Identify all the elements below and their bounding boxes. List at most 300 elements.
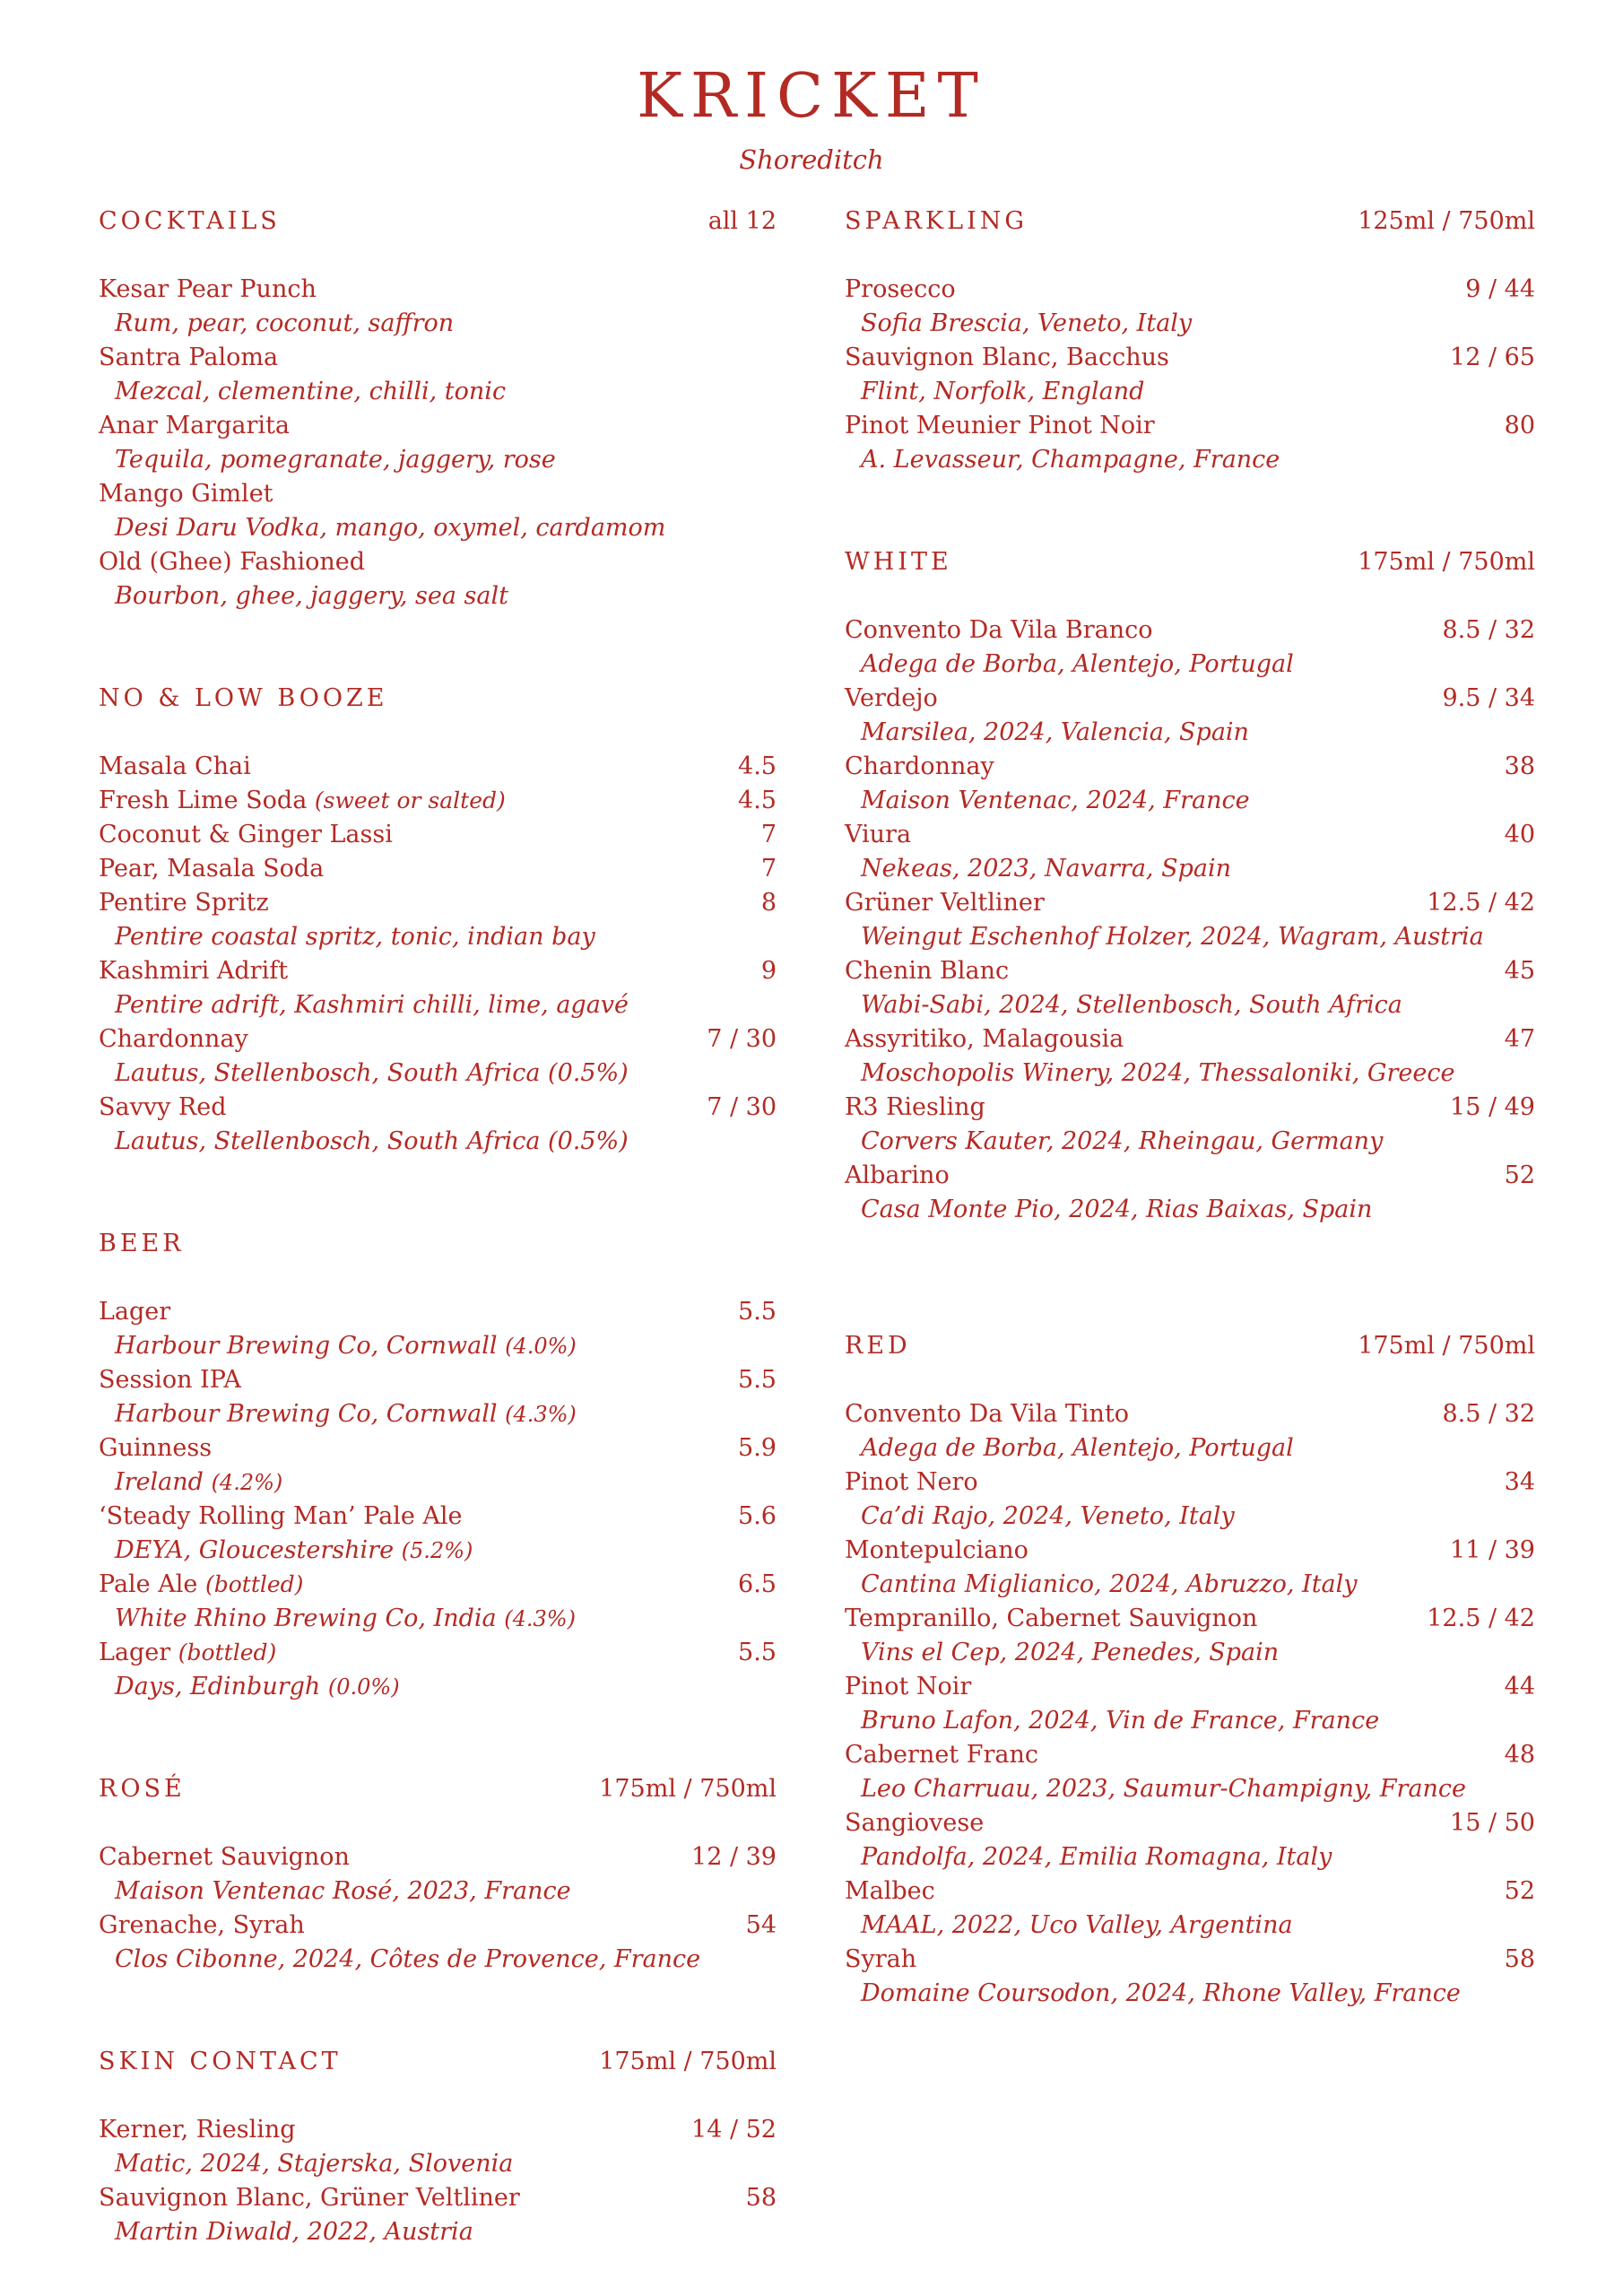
menu-item	[99, 1568, 777, 1602]
section-beer	[99, 1227, 777, 1704]
item-name-wrap	[99, 341, 278, 375]
item-description-text: Tequila, pomegranate, jaggery, rose	[115, 446, 556, 474]
item-price: 47	[1504, 1025, 1535, 1053]
item-name-wrap	[99, 409, 290, 443]
item-description	[845, 1909, 1535, 1943]
item-description-text: Flint, Norfolk, England	[861, 378, 1145, 405]
menu-item	[845, 1602, 1535, 1636]
item-description	[845, 1636, 1535, 1670]
menu-item	[99, 750, 777, 784]
item-name: Convento Da Vila Branco	[845, 616, 1153, 644]
location-subtitle: Shoreditch	[739, 144, 884, 175]
item-price: 58	[1504, 1945, 1535, 1973]
item-description	[99, 375, 777, 409]
menu-item	[99, 1500, 777, 1534]
menu-item	[99, 1909, 777, 1943]
menu-item	[845, 682, 1535, 716]
item-price: 45	[1504, 957, 1535, 985]
item-description	[99, 2147, 777, 2181]
item-name-wrap	[845, 886, 1045, 920]
item-price: 9 / 44	[1465, 275, 1535, 303]
item-description-text: Clos Cibonne, 2024, Côtes de Provence, France	[115, 1945, 701, 1973]
item-name-wrap	[99, 1568, 303, 1602]
item-name: Old (Ghee) Fashioned	[99, 548, 365, 576]
item-price: 38	[1504, 752, 1535, 780]
item-qualifier: (sweet or salted)	[314, 787, 506, 813]
serving-size-note: 175ml / 750ml	[599, 2048, 777, 2075]
item-name-wrap	[845, 750, 994, 784]
item-description-text: Harbour Brewing Co, Cornwall	[115, 1400, 498, 1428]
item-name-wrap	[845, 1465, 978, 1500]
item-name: Pentire Spritz	[99, 889, 269, 917]
section-title: SPARKLING	[845, 207, 1028, 235]
restaurant-logo: KRICKET	[637, 61, 986, 132]
item-price: 12.5 / 42	[1427, 1605, 1535, 1632]
item-name: Syrah	[845, 1945, 917, 1973]
item-name-wrap	[99, 852, 324, 886]
item-description	[845, 1568, 1535, 1602]
item-name-wrap	[845, 409, 1155, 443]
item-name-wrap	[845, 1943, 916, 1977]
item-price: 14 / 52	[691, 2116, 777, 2144]
item-price: 8	[760, 889, 777, 917]
item-name: Viura	[845, 821, 912, 848]
section-title: BEER	[99, 1230, 185, 1257]
item-description-text: Pentire adrift, Kashmiri chilli, lime, agavé	[115, 991, 629, 1019]
item-description	[845, 1704, 1535, 1738]
item-description-text: DEYA, Gloucestershire	[115, 1536, 395, 1564]
menu-item	[845, 1397, 1535, 1431]
item-price: 9	[760, 957, 777, 985]
menu-item	[845, 1806, 1535, 1840]
item-price: 48	[1504, 1741, 1535, 1769]
item-abv: (4.0%)	[505, 1334, 577, 1359]
item-description	[99, 988, 777, 1022]
section-title: ROSÉ	[99, 1775, 186, 1803]
item-name: Guinness	[99, 1434, 213, 1462]
item-name-wrap	[99, 784, 506, 818]
menu-item	[99, 1022, 777, 1057]
item-description-text: Vins el Cep, 2024, Penedes, Spain	[861, 1639, 1280, 1666]
menu-item	[845, 750, 1535, 784]
item-description	[99, 1465, 777, 1500]
item-name-wrap	[99, 273, 317, 307]
item-price: 7 / 30	[707, 1093, 777, 1121]
item-price: 5.9	[738, 1434, 777, 1462]
item-name-wrap	[845, 1602, 1257, 1636]
item-price: 52	[1504, 1161, 1535, 1189]
menu-item	[845, 818, 1535, 852]
item-price: 58	[745, 2184, 777, 2212]
item-name: Sauvignon Blanc, Bacchus	[845, 344, 1169, 371]
item-description-text: MAAL, 2022, Uco Valley, Argentina	[861, 1911, 1293, 1939]
item-description	[99, 1943, 777, 1977]
section-title: WHITE	[845, 548, 952, 576]
item-price: 12.5 / 42	[1427, 889, 1535, 917]
item-price: 80	[1504, 412, 1535, 439]
item-name: Grenache, Syrah	[99, 1911, 305, 1939]
item-description	[845, 784, 1535, 818]
item-name-wrap	[845, 1022, 1124, 1057]
item-description	[845, 1431, 1535, 1465]
item-name: Albarino	[845, 1161, 950, 1189]
item-name: Coconut & Ginger Lassi	[99, 821, 393, 848]
item-name-wrap	[99, 1022, 248, 1057]
item-name-wrap	[99, 1636, 276, 1670]
section-header	[99, 1772, 777, 1806]
item-description	[845, 988, 1535, 1022]
item-description-text: Wabi-Sabi, 2024, Stellenbosch, South Africa	[861, 991, 1402, 1019]
item-name-wrap	[845, 613, 1153, 648]
item-name: Mango Gimlet	[99, 480, 273, 508]
item-description	[99, 1329, 777, 1363]
item-abv: (4.3%)	[505, 1402, 577, 1427]
item-name-wrap	[845, 954, 1009, 988]
item-description-text: Leo Charruau, 2023, Saumur-Champigny, France	[861, 1775, 1467, 1803]
item-name-wrap	[99, 1091, 227, 1125]
item-description-text: Lautus, Stellenbosch, South Africa (0.5%)	[115, 1059, 629, 1087]
item-description-text: Sofia Brescia, Veneto, Italy	[861, 309, 1193, 337]
item-description-text: Mezcal, clementine, chilli, tonic	[115, 378, 507, 405]
item-list	[845, 613, 1535, 1227]
item-name: Session IPA	[99, 1366, 241, 1394]
item-description	[99, 2215, 777, 2249]
item-description	[845, 716, 1535, 750]
item-abv: (4.3%)	[504, 1606, 576, 1631]
item-description-text: Nekeas, 2023, Navarra, Spain	[861, 855, 1231, 883]
section-red	[845, 1329, 1535, 2011]
section-sparkling	[845, 204, 1535, 477]
section-header	[845, 204, 1535, 239]
item-description	[99, 1125, 777, 1159]
menu-item	[99, 2113, 777, 2147]
left-column	[99, 204, 777, 2249]
item-name-wrap	[845, 682, 938, 716]
section-no-low-booze	[99, 682, 777, 1159]
item-list	[99, 750, 777, 1159]
item-description	[99, 920, 777, 954]
menu-item	[845, 1465, 1535, 1500]
section-skin-contact	[99, 2045, 777, 2249]
item-description	[99, 1534, 777, 1568]
menu-item	[99, 1431, 777, 1465]
menu-item	[99, 818, 777, 852]
section-header	[99, 1227, 777, 1261]
menu-item	[99, 1363, 777, 1397]
item-name-wrap	[99, 2181, 520, 2215]
item-price: 52	[1504, 1877, 1535, 1905]
menu-item	[99, 2181, 777, 2215]
item-name: Sangiovese	[845, 1809, 985, 1837]
item-name: Pinot Meunier Pinot Noir	[845, 412, 1155, 439]
item-name: Pinot Noir	[845, 1673, 972, 1700]
item-name: Kashmiri Adrift	[99, 957, 289, 985]
menu-item	[99, 341, 777, 375]
item-description-text: A. Levasseur, Champagne, France	[861, 446, 1280, 474]
item-name: R3 Riesling	[845, 1093, 985, 1121]
item-description-text: Corvers Kauter, 2024, Rheingau, Germany	[861, 1127, 1384, 1155]
item-price: 4.5	[738, 752, 777, 780]
item-price: 5.6	[738, 1502, 777, 1530]
item-name: Kesar Pear Punch	[99, 275, 317, 303]
item-description-text: Adega de Borba, Alentejo, Portugal	[861, 650, 1294, 678]
item-description	[845, 648, 1535, 682]
item-name: Masala Chai	[99, 752, 251, 780]
item-description-text: White Rhino Brewing Co, India	[115, 1605, 497, 1632]
item-description	[99, 307, 777, 341]
menu-item	[99, 1295, 777, 1329]
item-name-wrap	[845, 1806, 984, 1840]
item-description	[99, 1602, 777, 1636]
item-description-text: Pandolfa, 2024, Emilia Romagna, Italy	[861, 1843, 1332, 1871]
menu-item	[99, 784, 777, 818]
item-description	[845, 1772, 1535, 1806]
menu-item	[99, 1636, 777, 1670]
item-name: Verdejo	[845, 684, 938, 712]
item-name-wrap	[99, 1500, 463, 1534]
menu-item	[845, 409, 1535, 443]
item-description	[845, 1193, 1535, 1227]
item-name-wrap	[845, 1534, 1028, 1568]
item-name: Sauvignon Blanc, Grüner Veltliner	[99, 2184, 520, 2212]
item-list	[99, 2113, 777, 2249]
item-list	[99, 273, 777, 613]
item-price: 8.5 / 32	[1442, 616, 1535, 644]
item-name: Grüner Veltliner	[845, 889, 1045, 917]
item-name-wrap	[99, 750, 251, 784]
menu-item	[845, 1534, 1535, 1568]
item-description	[845, 1057, 1535, 1091]
item-price: 7 / 30	[707, 1025, 777, 1053]
item-name-wrap	[99, 1909, 305, 1943]
serving-size-note: 175ml / 750ml	[1358, 1332, 1535, 1360]
item-description-text: Maison Ventenac, 2024, France	[861, 787, 1250, 814]
item-price: 12 / 39	[691, 1843, 777, 1871]
item-description-text: Weingut Eschenhof Holzer, 2024, Wagram, Austria	[861, 923, 1484, 951]
item-name-wrap	[99, 954, 288, 988]
item-name-wrap	[845, 1670, 971, 1704]
item-price: 40	[1504, 821, 1535, 848]
item-name-wrap	[845, 1159, 950, 1193]
item-name-wrap	[99, 2113, 296, 2147]
section-header	[99, 2045, 777, 2079]
item-name-wrap	[99, 1295, 170, 1329]
item-name: Pale Ale	[99, 1570, 198, 1598]
serving-size-note: 175ml / 750ml	[599, 1775, 777, 1803]
item-description	[99, 1874, 777, 1909]
section-title: SKIN CONTACT	[99, 2048, 342, 2075]
item-description	[845, 1500, 1535, 1534]
menu-item	[845, 341, 1535, 375]
item-price: 6.5	[738, 1570, 777, 1598]
item-description-text: Martin Diwald, 2022, Austria	[115, 2218, 473, 2246]
menu-item	[99, 852, 777, 886]
section-white	[845, 545, 1535, 1227]
item-name-wrap	[845, 273, 956, 307]
section-header	[99, 204, 777, 239]
item-description	[845, 852, 1535, 886]
item-description-text: Days, Edinburgh	[115, 1673, 321, 1700]
item-description-text: Adega de Borba, Alentejo, Portugal	[861, 1434, 1294, 1462]
item-price: 11 / 39	[1450, 1536, 1535, 1564]
section-title: NO & LOW BOOZE	[99, 684, 388, 712]
item-name-wrap	[845, 1397, 1129, 1431]
menu-item	[99, 954, 777, 988]
item-name: Kerner, Riesling	[99, 2116, 296, 2144]
item-description-text: Pentire coastal spritz, tonic, indian bay	[115, 923, 595, 951]
item-name: Savvy Red	[99, 1093, 227, 1121]
item-price: 54	[745, 1911, 777, 1939]
item-abv: (4.2%)	[211, 1470, 283, 1495]
item-description	[99, 1670, 777, 1704]
section-rose	[99, 1772, 777, 1977]
item-qualifier: (bottled)	[178, 1639, 277, 1665]
menu-item	[845, 1022, 1535, 1057]
item-name: ‘Steady Rolling Man’ Pale Ale	[99, 1502, 463, 1530]
item-description	[845, 443, 1535, 477]
item-description-text: Casa Monte Pio, 2024, Rias Baixas, Spain	[861, 1196, 1373, 1223]
item-qualifier: (bottled)	[204, 1571, 304, 1597]
item-description-text: Harbour Brewing Co, Cornwall	[115, 1332, 498, 1360]
menu-item	[99, 409, 777, 443]
item-description-text: Rum, pear, coconut, saffron	[115, 309, 455, 337]
item-name: Cabernet Sauvignon	[99, 1843, 350, 1871]
item-description-text: Domaine Coursodon, 2024, Rhone Valley, France	[861, 1979, 1461, 2007]
menu-item	[845, 1091, 1535, 1125]
section-header	[845, 1329, 1535, 1363]
item-price: 5.5	[738, 1639, 777, 1666]
item-list	[845, 273, 1535, 477]
item-description-text: Ca’di Rajo, 2024, Veneto, Italy	[861, 1502, 1235, 1530]
item-name: Anar Margarita	[99, 412, 290, 439]
serving-size-note: all 12	[707, 207, 777, 235]
item-description-text: Marsilea, 2024, Valencia, Spain	[861, 718, 1249, 746]
menu-item	[99, 1840, 777, 1874]
item-description	[845, 1125, 1535, 1159]
item-description	[99, 443, 777, 477]
section-header	[99, 682, 777, 716]
item-price: 7	[760, 855, 777, 883]
item-name-wrap	[99, 1840, 350, 1874]
item-price: 15 / 50	[1450, 1809, 1535, 1837]
item-name: Malbec	[845, 1877, 935, 1905]
item-price: 15 / 49	[1450, 1093, 1535, 1121]
item-price: 44	[1504, 1673, 1535, 1700]
item-name: Lager	[99, 1298, 171, 1326]
item-abv: (0.0%)	[327, 1674, 400, 1700]
item-name-wrap	[845, 1091, 985, 1125]
item-description	[99, 1397, 777, 1431]
item-description	[845, 1840, 1535, 1874]
right-column	[845, 204, 1535, 2011]
menu-item	[845, 273, 1535, 307]
item-description-text: Ireland	[115, 1468, 204, 1496]
item-price: 7	[760, 821, 777, 848]
item-name: Santra Paloma	[99, 344, 279, 371]
item-description-text: Bruno Lafon, 2024, Vin de France, France	[861, 1707, 1380, 1735]
menu-item	[99, 273, 777, 307]
item-name-wrap	[845, 1874, 935, 1909]
item-name: Fresh Lime Soda	[99, 787, 308, 814]
item-name: Tempranillo, Cabernet Sauvignon	[845, 1605, 1258, 1632]
item-description	[845, 1977, 1535, 2011]
item-price: 4.5	[738, 787, 777, 814]
item-price: 5.5	[738, 1366, 777, 1394]
menu-item	[99, 545, 777, 579]
item-name-wrap	[99, 477, 273, 511]
item-name: Montepulciano	[845, 1536, 1028, 1564]
item-price: 5.5	[738, 1298, 777, 1326]
item-description-text: Bourbon, ghee, jaggery, sea salt	[115, 582, 508, 610]
item-name: Cabernet Franc	[845, 1741, 1038, 1769]
item-description-text: Desi Daru Vodka, mango, oxymel, cardamom	[115, 514, 666, 542]
menu-item	[845, 954, 1535, 988]
item-name: Chenin Blanc	[845, 957, 1010, 985]
menu-item	[845, 886, 1535, 920]
item-list	[99, 1840, 777, 1977]
menu-item	[845, 613, 1535, 648]
item-description	[99, 511, 777, 545]
item-description	[99, 1057, 777, 1091]
item-name: Chardonnay	[845, 752, 994, 780]
item-description-text: Matic, 2024, Stajerska, Slovenia	[115, 2150, 514, 2178]
item-name-wrap	[99, 1363, 241, 1397]
item-description-text: Moschopolis Winery, 2024, Thessaloniki, Greece	[861, 1059, 1455, 1087]
item-description-text: Maison Ventenac Rosé, 2023, France	[115, 1877, 571, 1905]
menu-item	[99, 477, 777, 511]
item-name: Chardonnay	[99, 1025, 248, 1053]
item-abv: (5.2%)	[401, 1538, 473, 1563]
menu-item	[99, 886, 777, 920]
item-price: 8.5 / 32	[1442, 1400, 1535, 1428]
item-list	[99, 1295, 777, 1704]
section-cocktails	[99, 204, 777, 613]
menu-item	[845, 1738, 1535, 1772]
serving-size-note: 125ml / 750ml	[1358, 207, 1535, 235]
item-name-wrap	[99, 1431, 212, 1465]
item-description-text: Cantina Miglianico, 2024, Abruzzo, Italy	[861, 1570, 1358, 1598]
item-name-wrap	[845, 1738, 1038, 1772]
item-description	[845, 307, 1535, 341]
item-description	[845, 920, 1535, 954]
item-name: Pear, Masala Soda	[99, 855, 325, 883]
menu-item	[845, 1670, 1535, 1704]
item-name: Pinot Nero	[845, 1468, 978, 1496]
item-price: 9.5 / 34	[1442, 684, 1535, 712]
item-name-wrap	[99, 545, 365, 579]
menu-item	[99, 1091, 777, 1125]
item-name: Prosecco	[845, 275, 956, 303]
item-price: 12 / 65	[1450, 344, 1535, 371]
item-name-wrap	[845, 818, 911, 852]
item-description-text: Lautus, Stellenbosch, South Africa (0.5%)	[115, 1127, 629, 1155]
item-name-wrap	[99, 886, 269, 920]
item-price: 34	[1504, 1468, 1535, 1496]
item-name-wrap	[99, 818, 393, 852]
serving-size-note: 175ml / 750ml	[1358, 548, 1535, 576]
menu-item	[845, 1159, 1535, 1193]
item-name: Lager	[99, 1639, 171, 1666]
section-title: RED	[845, 1332, 911, 1360]
menu-item	[845, 1943, 1535, 1977]
item-description	[845, 375, 1535, 409]
item-list	[845, 1397, 1535, 2011]
menu-item	[845, 1874, 1535, 1909]
item-description	[99, 579, 777, 613]
section-title: COCKTAILS	[99, 207, 281, 235]
section-header	[845, 545, 1535, 579]
item-name: Assyritiko, Malagousia	[845, 1025, 1124, 1053]
